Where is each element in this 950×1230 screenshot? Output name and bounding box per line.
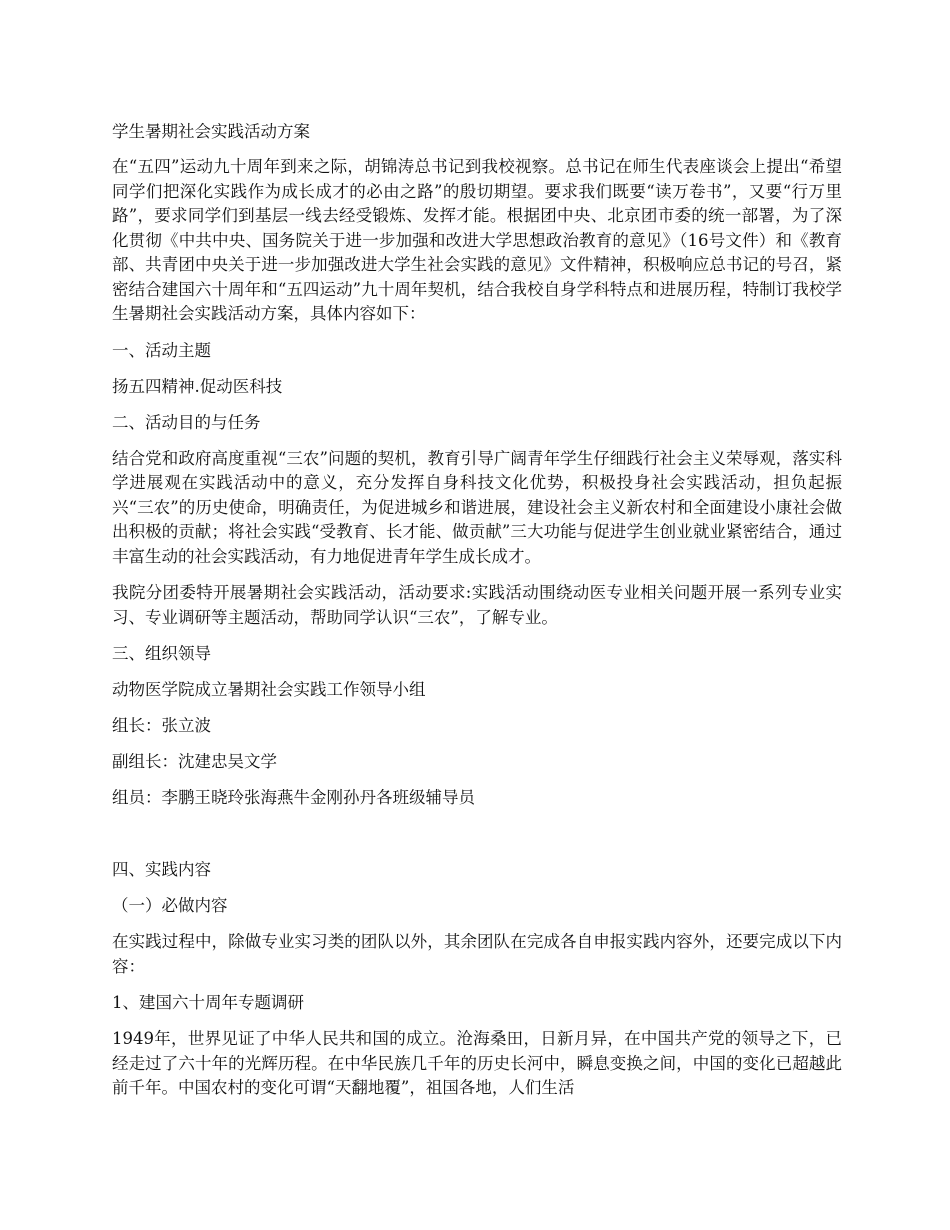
activity-theme: 扬五四精神.促动医科技 [112,376,283,396]
section-4-item-1: 1、建国六十周年专题调研 [112,993,304,1012]
document-title: 学生暑期社会实践活动方案 [112,122,310,141]
section-4-subheading: （一）必做内容 [112,896,228,915]
section-1-heading: 一、活动主题 [112,340,211,360]
leadership-group-line: 动物医学院成立暑期社会实践工作领导小组 [112,680,426,699]
group-leader-line: 组长：张立波 [112,716,211,735]
section-2-paragraph-2: 我院分团委特开展暑期社会实践活动，活动要求:实践活动围绕动医专业相关问题开展一系列专业实习、专业调研等主题活动，帮助同学认识“三农”，了解专业。 [112,583,842,627]
deputy-leader-line: 副组长：沈建忠吴文学 [112,752,277,771]
section-4-paragraph-1: 在实践过程中，除做专业实习类的团队以外，其余团队在完成各自申报实践内容外，还要完成以下内容： [112,932,842,976]
section-2-heading: 二、活动目的与任务 [112,412,261,432]
section-2-paragraph-1: 结合党和政府高度重视“三农”问题的契机，教育引导广阔青年学生仔细践行社会主义荣辱观，落实科学进展观在实践活动中的意义，充分发挥自身科技文化优势，积极投身社会实践活动，担负起振兴“三农”的历史使命，明确责任，为促进城乡和谐进展，建设社会主义新农村和全面建设小康社会做出积极的贡献；将社会实践“受教育、长才能、做贡献”三大功能与促进学生创业就业紧密结合，通过丰富生动的社会实践活动，有力地促进青年学生成长成才。 [112,448,842,566]
section-4-heading: 四、实践内容 [112,860,211,879]
document-page [112,120,842,1113]
section-3-heading: 三、组织领导 [112,644,211,663]
section-spacer [112,822,842,858]
section-4-paragraph-2: 1949年，世界见证了中华人民共和国的成立。沧海桑田，日新月异，在中国共产党的领导之下，已经走过了六十年的光辉历程。在中华民族几千年的历史长河中，瞬息变换之间，中国的变化已超越此前千年。中国农村的变化可谓“天翻地覆”，祖国各地，人们生活 [112,1029,842,1097]
intro-paragraph: 在“五四”运动九十周年到来之际，胡锦涛总书记到我校视察。总书记在师生代表座谈会上提出“希望同学们把深化实践作为成长成才的必由之路”的殷切期望。要求我们既要“读万卷书”，又要“行万里路”，要求同学们到基层一线去经受锻炼、发挥才能。根据团中央、北京团市委的统一部署，为了深化贯彻《中共中央、国务院关于进一步加强和改进大学思想政治教育的意见》（16号文件）和《教育部、共青团中央关于进一步加强改进大学生社会实践的意见》文件精神，积极响应总书记的号召，紧密结合建国六十周年和“五四运动”九十周年契机，结合我校自身学科特点和进展历程，特制订我校学生暑期社会实践活动方案，具体内容如下： [112,157,842,323]
group-members-line: 组员：李鹏王晓玲张海燕牛金刚孙丹各班级辅导员 [112,788,475,807]
